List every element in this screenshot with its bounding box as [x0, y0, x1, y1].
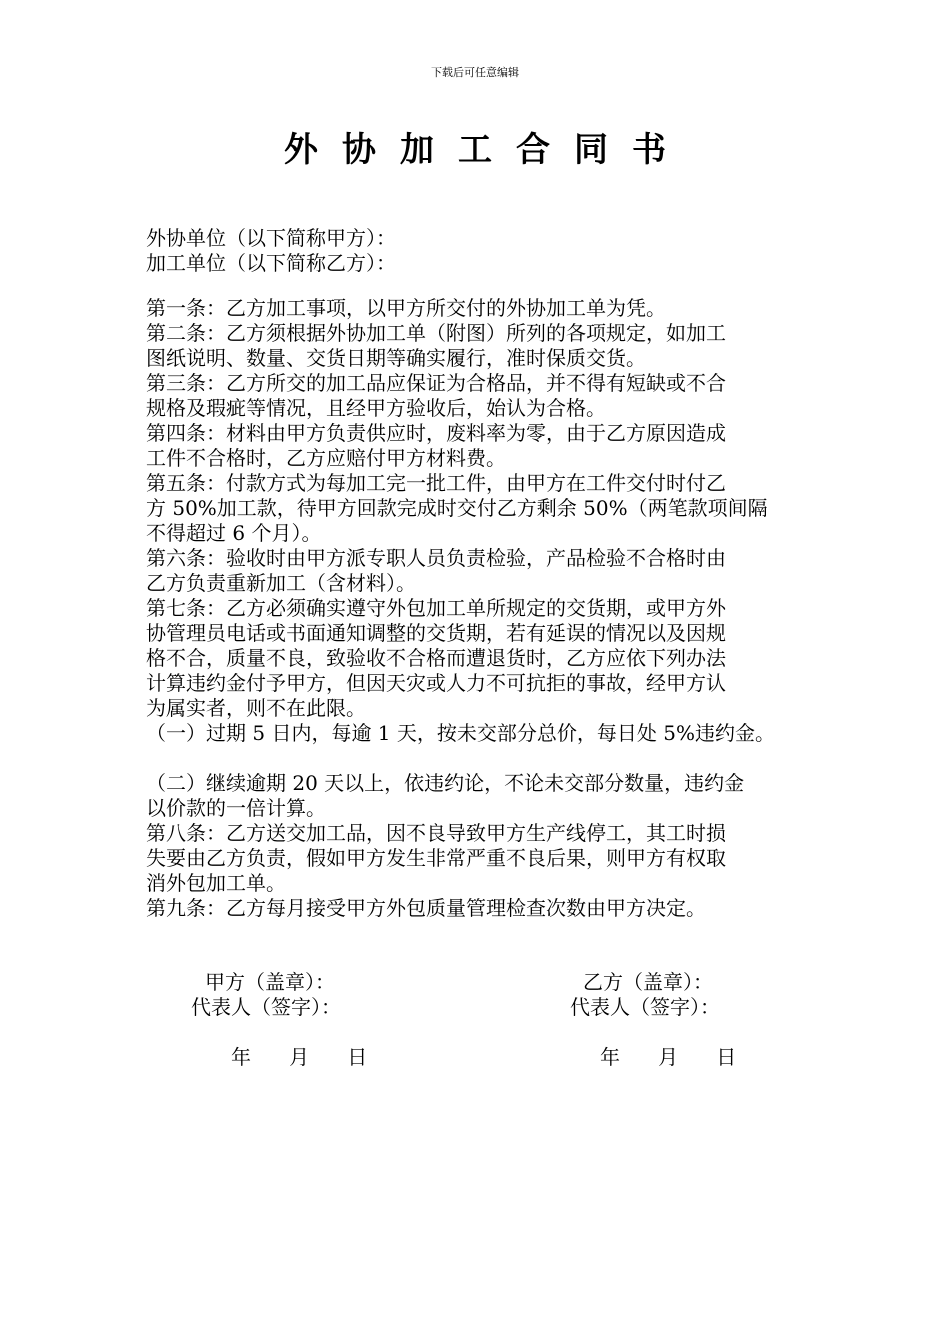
clause-line: 第七条：乙方必须确实遵守外包加工单所规定的交货期，或甲方外: [146, 596, 726, 620]
clause-line: 第八条：乙方送交加工品，因不良导致甲方生产线停工，其工时损: [146, 821, 726, 845]
clause-line: 协管理员电话或书面通知调整的交货期，若有延误的情况以及因规: [146, 621, 726, 645]
party-b-seal-label: 乙方（盖章）：: [583, 970, 713, 994]
clause-line: （二）继续逾期 20 天以上，依违约论，不论未交部分数量，违约金: [146, 771, 745, 795]
party-a-line: 外协单位（以下简称甲方）：: [146, 226, 396, 250]
clause-line: 消外包加工单。: [146, 871, 286, 895]
clause-line: 第三条：乙方所交的加工品应保证为合格品，并不得有短缺或不合: [146, 371, 726, 395]
clauses-block: [146, 296, 826, 921]
clause-line: 图纸说明、数量、交货日期等确实履行，准时保质交货。: [146, 346, 646, 370]
party-b-date-label: 年 月 日: [600, 1045, 737, 1069]
clause-line: 失要由乙方负责，假如甲方发生非常严重不良后果，则甲方有权取: [146, 846, 726, 870]
party-a-date-label: 年 月 日: [231, 1045, 368, 1069]
clause-line: 第四条：材料由甲方负责供应时，废料率为零，由于乙方原因造成: [146, 421, 726, 445]
clause-line: 工件不合格时，乙方应赔付甲方材料费。: [146, 446, 506, 470]
clause-line: 格不合，质量不良，致验收不合格而遭退货时，乙方应依下列办法: [146, 646, 726, 670]
clause-line: 第五条：付款方式为每加工完一批工件，由甲方在工件交付时付乙: [146, 471, 726, 495]
clause-line: 计算违约金付予甲方，但因天灾或人力不可抗拒的事故，经甲方认: [146, 671, 726, 695]
clause-line: 不得超过 6 个月）。: [146, 521, 322, 545]
clause-line: 为属实者，则不在此限。: [146, 696, 366, 720]
clause-line: 规格及瑕疵等情况，且经甲方验收后，始认为合格。: [146, 396, 606, 420]
clause-line: 方 50%加工款，待甲方回款完成时交付乙方剩余 50%（两笔款项间隔: [146, 496, 768, 520]
clause-line: 第二条：乙方须根据外协加工单（附图）所列的各项规定，如加工: [146, 321, 726, 345]
party-a-rep-label: 代表人（签字）：: [191, 995, 341, 1019]
party-b-line: 加工单位（以下简称乙方）：: [146, 251, 396, 275]
party-a-seal-label: 甲方（盖章）：: [205, 970, 335, 994]
header-note: 下载后可任意编辑: [431, 66, 519, 79]
clause-line: 乙方负责重新加工（含材料）。: [146, 571, 416, 595]
party-b-rep-label: 代表人（签字）：: [570, 995, 720, 1019]
contract-title: 外协加工合同书: [284, 130, 690, 170]
clause-line: 第一条：乙方加工事项，以甲方所交付的外协加工单为凭。: [146, 296, 666, 320]
clause-blank-line: [146, 746, 826, 771]
parties-block: [146, 226, 826, 276]
clause-line: 第九条：乙方每月接受甲方外包质量管理检查次数由甲方决定。: [146, 896, 706, 920]
clause-line: 以价款的一倍计算。: [146, 796, 326, 820]
clause-line: （一）过期 5 日内，每逾 1 天，按未交部分总价，每日处 5%违约金。: [146, 721, 775, 745]
clause-line: 第六条：验收时由甲方派专职人员负责检验，产品检验不合格时由: [146, 546, 726, 570]
